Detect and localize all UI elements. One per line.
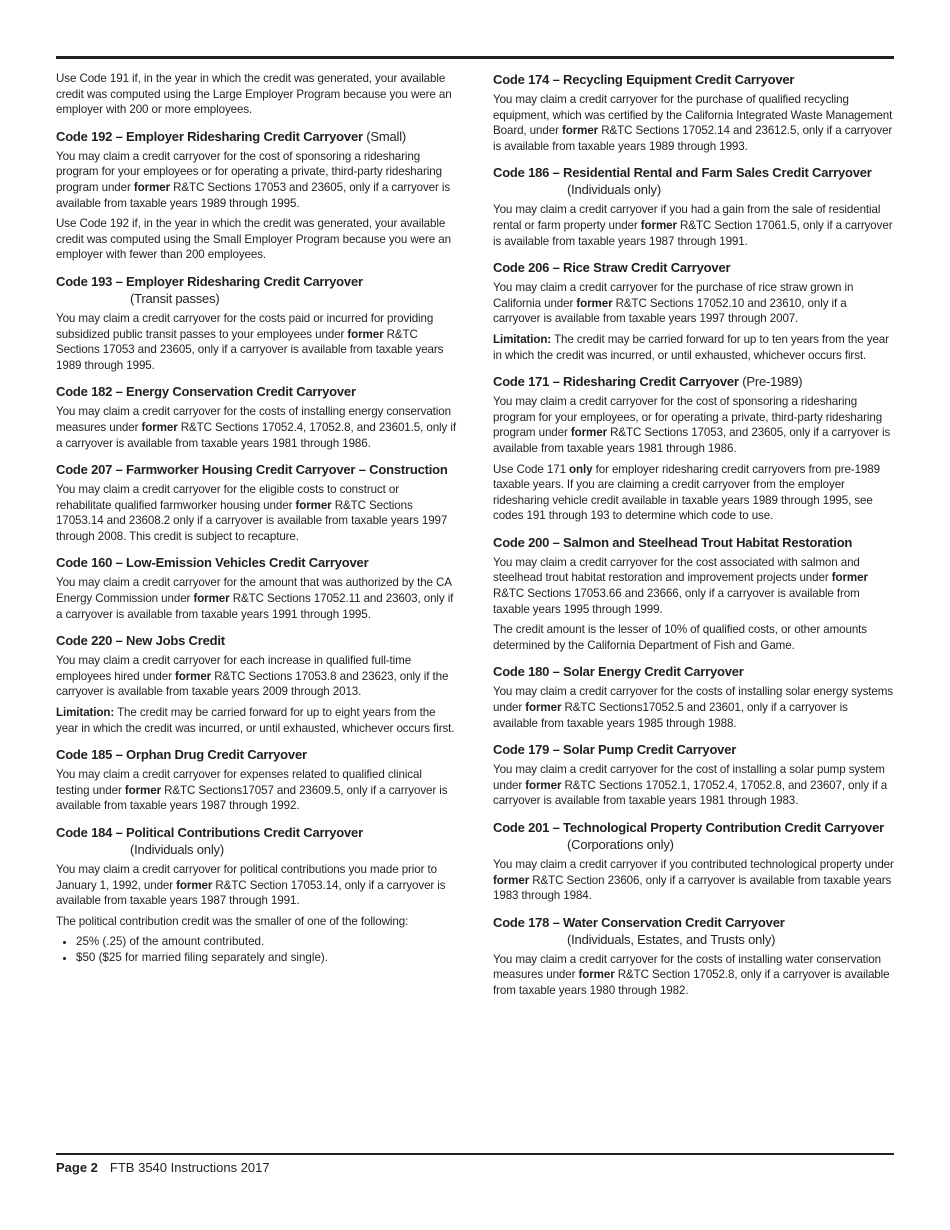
- heading-code-184: Code 184 – Political Contributions Credit Carryover (Individuals only): [56, 825, 363, 857]
- page-number: Page 2: [56, 1160, 98, 1175]
- heading-code-201: Code 201 – Technological Property Contribution Credit Carryover (Corporations only): [493, 820, 884, 852]
- paragraph: You may claim a credit carryover for the cost associated with salmon and steelhead trout habitat restoration and improvement projects under former R&TC Sections 17053.66 and 23666, only if a carryover is available from taxable years 1995 through 1999.: [493, 555, 868, 616]
- top-rule: [56, 56, 894, 59]
- heading-code-178: Code 178 – Water Conservation Credit Carryover (Individuals, Estates, and Trusts only): [493, 914, 785, 947]
- paragraph: Use Code 171 only for employer ridesharing credit carryovers from pre-1989 taxable years. If you are claiming a credit carryover from the employer ridesharing vehicle credit available in taxable years 1989 through 1995, see codes 191 through 193 to determine which code to use.: [493, 462, 880, 523]
- paragraph: Use Code 192 if, in the year in which the credit was generated, your available credit was computed using the Small Employer Program because you were an employer with fewer than 200 employees.: [56, 217, 451, 262]
- bottom-rule: [56, 1153, 894, 1155]
- bullet-list: [56, 934, 456, 965]
- heading-code-174: Code 174 – Recycling Equipment Credit Carryover: [493, 72, 795, 87]
- paragraph: You may claim a credit carryover for the costs of installing energy conservation measures under former R&TC Sections 17052.4, 17052.8, and 23601.5, only if a carryover is available from taxable years 1981 through 1986.: [56, 405, 456, 450]
- heading-code-186: Code 186 – Residential Rental and Farm Sales Credit Carryover (Individuals only): [493, 165, 872, 198]
- paragraph: You may claim a credit carryover for the eligible costs to construct or rehabilitate qualified farmworker housing under former R&TC Sections 17053.14 and 23608.2 only if a carryover is available from taxable years 1997 through 2008. This credit is subject to recapture.: [56, 483, 448, 543]
- limitation-paragraph: Limitation: The credit may be carried forward for up to ten years from the year in which the credit was incurred, or until exhausted, whichever occurs first.: [493, 332, 889, 362]
- list-item: • 25% (.25) of the amount contributed.: [76, 934, 456, 950]
- list-item: • $50 ($25 for married filing separately and single).: [76, 950, 456, 966]
- paragraph: You may claim a credit carryover for the cost of sponsoring a ridesharing program for your employees, or for operating a private, third-party ridesharing program under former R&TC Sections 17053, and 23605, only if a carryover is available from taxable years 1981 through 1986.: [493, 395, 891, 455]
- paragraph: You may claim a credit carryover if you contributed technological property under former R&TC Section 23606, only if a carryover is available from taxable years 1983 through 1984.: [493, 858, 894, 903]
- paragraph: You may claim a credit carryover for the costs of installing water conservation measures under former R&TC Section 17052.8, only if a carryover is available from taxable years 1980 through 1982.: [493, 952, 890, 997]
- intro-code-191: Use Code 191 if, in the year in which the credit was generated, your available credit was computed using the Large Employer Program because you were an employer with 200 or more employees.: [56, 72, 452, 117]
- paragraph: The political contribution credit was the smaller of one of the following:: [56, 914, 409, 928]
- heading-code-160: Code 160 – Low-Emission Vehicles Credit Carryover: [56, 555, 369, 571]
- paragraph: You may claim a credit carryover for the purchase of rice straw grown in California under former R&TC Sections 17052.10 and 23610, only if a carryover is available from taxable years 1997 through 2007.: [493, 281, 854, 326]
- paragraph: You may claim a credit carryover for each increase in qualified full-time employees hired under former R&TC Sections 17053.8 and 23623, only if the carryover is available from taxable years 2009 through 2013.: [56, 654, 449, 699]
- paragraph: The credit amount is the lesser of 10% of qualified costs, or other amounts determined by the California Department of Fish and Game.: [493, 623, 868, 652]
- left-column: [56, 71, 456, 966]
- heading-code-207: Code 207 – Farmworker Housing Credit Carryover – Construction: [56, 462, 448, 478]
- paragraph: You may claim a credit carryover for the costs of installing solar energy systems under former R&TC Sections17052.5 and 23601, only if a carryover is available from taxable years 1985 through 1988.: [493, 685, 893, 730]
- heading-code-206: Code 206 – Rice Straw Credit Carryover: [493, 260, 731, 276]
- paragraph: You may claim a credit carryover for the cost of installing a solar pump system under former R&TC Sections 17052.1, 17052.4, 17052.8, and 23607, only if a carryover is available from taxable years 1981 through 1983.: [493, 763, 888, 808]
- heading-code-182: Code 182 – Energy Conservation Credit Carryover: [56, 384, 356, 400]
- paragraph: You may claim a credit carryover for the purchase of qualified recycling equipment, which was certified by the California Integrated Waste Management Board, under former R&TC Sections 17052.14 and 23612.5, only if a carryover is available from taxable years 1989 through 1993.: [493, 93, 893, 153]
- right-column: [493, 71, 895, 1004]
- heading-code-179: Code 179 – Solar Pump Credit Carryover: [493, 742, 737, 758]
- heading-code-220: Code 220 – New Jobs Credit: [56, 633, 225, 649]
- paragraph: You may claim a credit carryover for the costs paid or incurred for providing subsidized public transit passes to your employees under former R&TC Sections 17053 and 23605, only if a carryover is available from taxable years 1989 through 1995.: [56, 311, 444, 372]
- heading-code-192: Code 192 – Employer Ridesharing Credit Carryover (Small): [56, 128, 407, 144]
- heading-code-180: Code 180 – Solar Energy Credit Carryover: [493, 664, 744, 680]
- heading-code-185: Code 185 – Orphan Drug Credit Carryover: [56, 747, 307, 763]
- paragraph: You may claim a credit carryover if you had a gain from the sale of residential rental or farm property under former R&TC Section 17061.5, only if a carryover is available from taxable years 1987 through 1991.: [493, 203, 893, 248]
- paragraph: You may claim a credit carryover for political contributions you made prior to January 1, 1992, under former R&TC Section 17053.14, only if a carryover is available from taxable years 1987 through 1991.: [56, 863, 446, 908]
- page-footer: [56, 1159, 270, 1177]
- heading-code-193: Code 193 – Employer Ridesharing Credit Carryover (Transit passes): [56, 273, 363, 306]
- heading-code-171: Code 171 – Ridesharing Credit Carryover (Pre-1989): [493, 374, 803, 390]
- paragraph: You may claim a credit carryover for the cost of sponsoring a ridesharing program for your employees or for operating a private, third-party ridesharing program under former R&TC Sections 17053 and 23605, only if a carryover is available from taxable years 1989 through 1995.: [56, 149, 451, 210]
- form-title: FTB 3540 Instructions 2017: [109, 1160, 270, 1175]
- paragraph: You may claim a credit carryover for expenses related to qualified clinical testing under former R&TC Sections17057 and 23609.5, only if a carryover is available from taxable years 1987 through 1992.: [56, 768, 448, 813]
- paragraph: You may claim a credit carryover for the amount that was authorized by the CA Energy Commission under former R&TC Sections 17052.11 and 23603, only if a carryover is available from taxable years 1991 through 1995.: [56, 576, 454, 621]
- limitation-paragraph: Limitation: The credit may be carried forward for up to eight years from the year in which the credit was incurred, or until exhausted, whichever occurs first.: [56, 706, 455, 735]
- heading-code-200: Code 200 – Salmon and Steelhead Trout Habitat Restoration: [493, 534, 853, 550]
